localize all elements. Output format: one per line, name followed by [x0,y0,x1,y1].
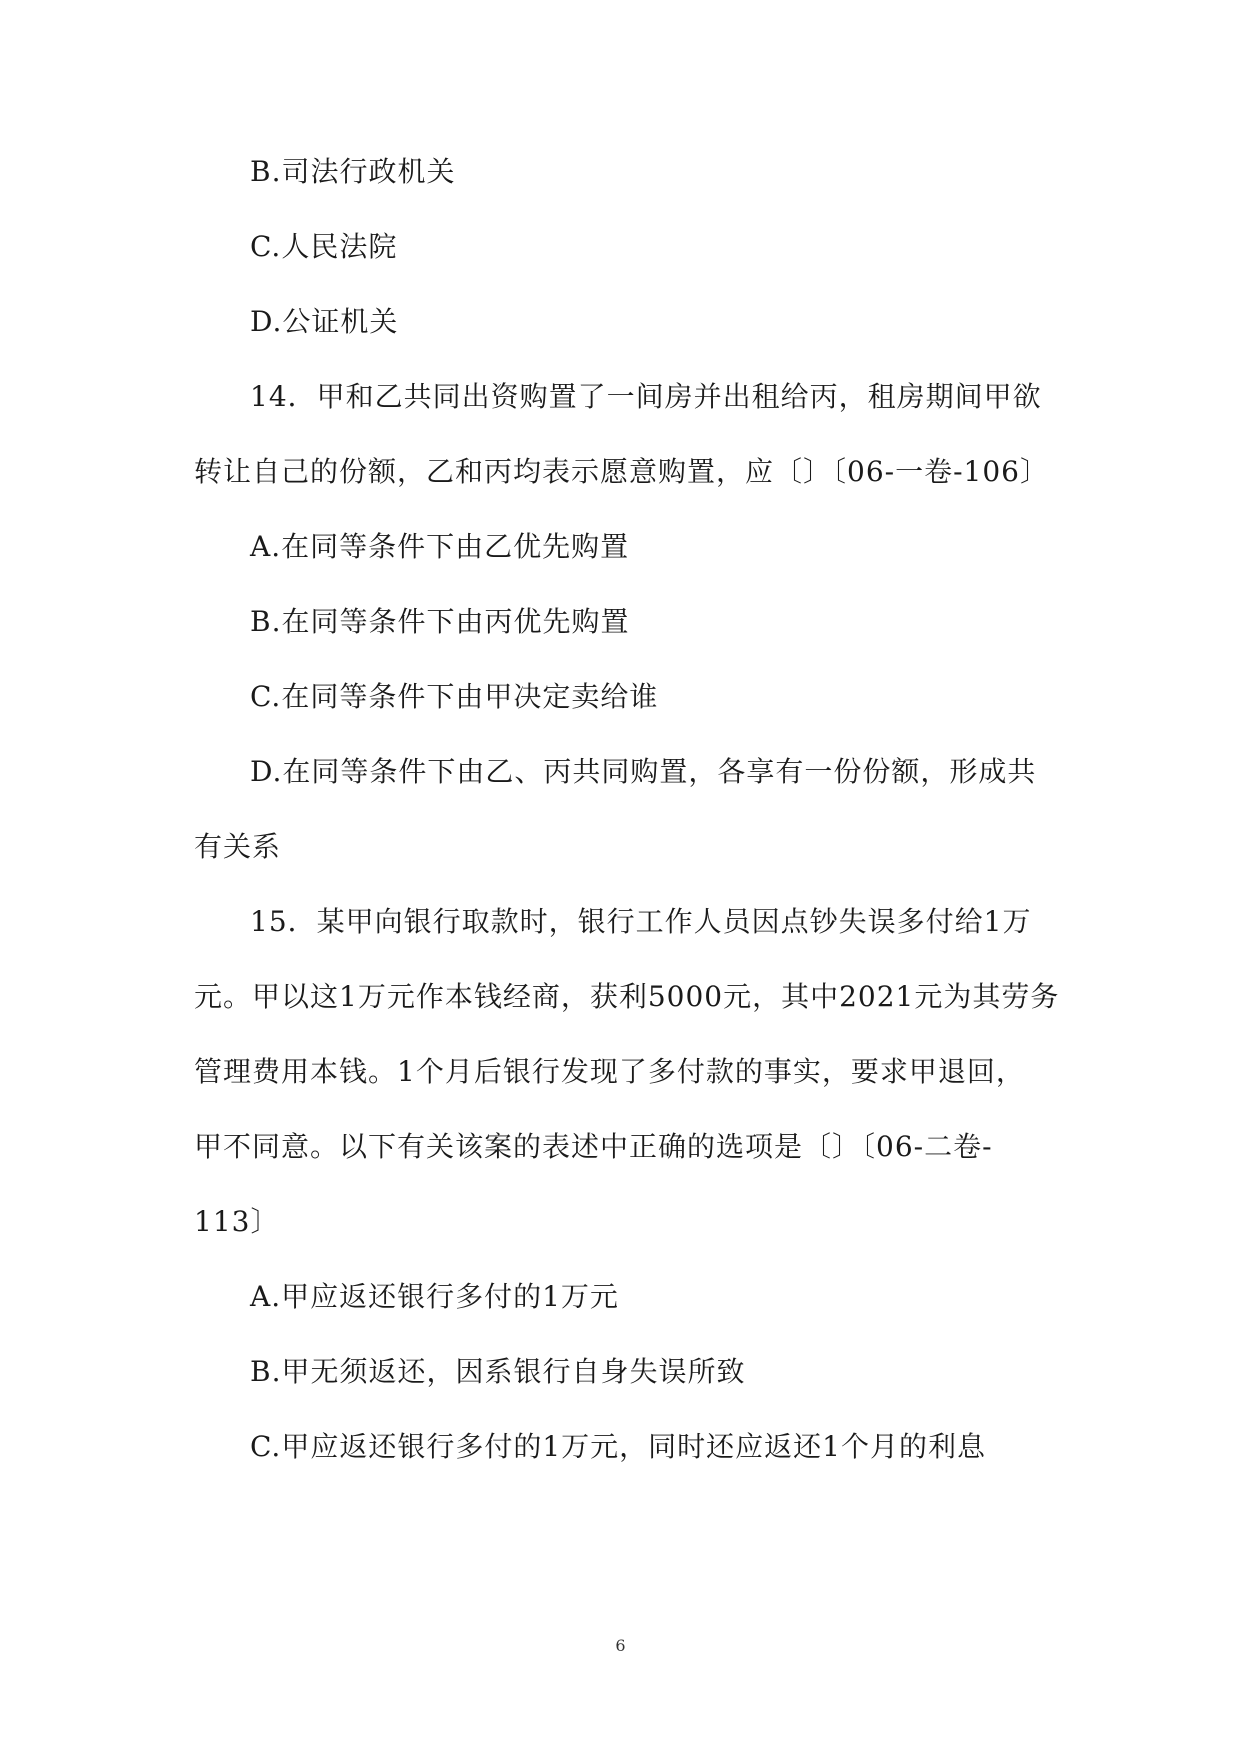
option-c-q15: C.甲应返还银行多付的1万元，同时还应返还1个月的利息 [250,1430,986,1463]
question-14-line-1: 14．甲和乙共同出资购置了一间房并出租给丙，租房期间甲欲 [250,380,1042,413]
option-d-q14-line-2: 有关系 [194,830,282,863]
question-15-line-5: 113〕 [194,1205,280,1238]
option-b-q14: B.在同等条件下由丙优先购置 [250,605,630,638]
question-15-line-2: 元。甲以这1万元作本钱经商，获利5000元，其中2021元为其劳务 [194,980,1060,1013]
question-15-line-4: 甲不同意。以下有关该案的表述中正确的选项是〔〕〔06-二卷- [194,1130,993,1163]
question-15-line-3: 管理费用本钱。1个月后银行发现了多付款的事实，要求甲退回， [194,1055,1025,1088]
option-b-q13: B.司法行政机关 [250,155,456,188]
page-number: 6 [615,1636,626,1655]
question-15-line-1: 15．某甲向银行取款时，银行工作人员因点钞失误多付给1万 [250,905,1032,938]
option-d-q14-line-1: D.在同等条件下由乙、丙共同购置，各享有一份份额，形成共 [250,755,1037,788]
question-14-line-2: 转让自己的份额，乙和丙均表示愿意购置，应〔〕〔06-一卷-106〕 [194,455,1049,488]
option-c-q14: C.在同等条件下由甲决定卖给谁 [250,680,659,713]
option-d-q13: D.公证机关 [250,305,399,338]
option-a-q14: A.在同等条件下由乙优先购置 [250,530,630,563]
option-c-q13: C.人民法院 [250,230,398,263]
option-a-q15: A.甲应返还银行多付的1万元 [250,1280,619,1313]
option-b-q15: B.甲无须返还，因系银行自身失误所致 [250,1355,746,1388]
